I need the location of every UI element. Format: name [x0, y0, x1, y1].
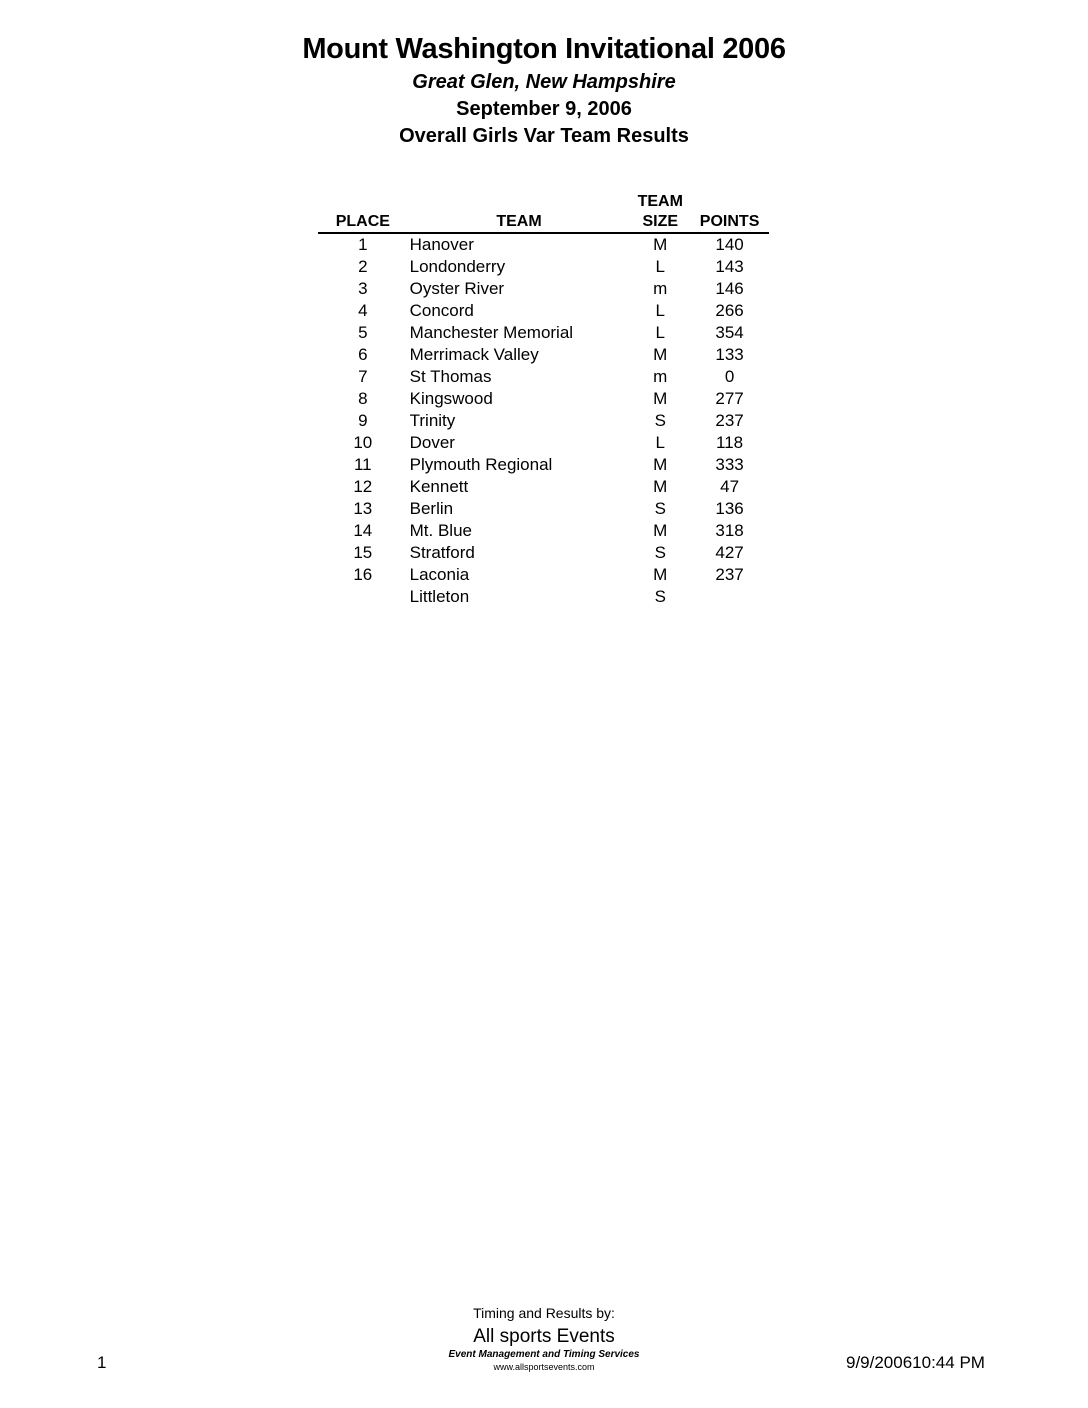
cell-place: 11 — [353, 455, 372, 474]
cell-place: 14 — [353, 521, 373, 540]
cell-points: 277 — [715, 389, 744, 408]
table-header-row — [318, 192, 769, 233]
cell-team: Laconia — [409, 565, 470, 584]
page-number: 1 — [97, 1353, 107, 1372]
table-row — [318, 454, 769, 476]
cell-team: Concord — [409, 301, 474, 320]
cell-points: 354 — [715, 323, 744, 342]
cell-place: 10 — [353, 433, 373, 452]
print-timestamp: 9/9/200610:44 PM — [846, 1353, 985, 1372]
cell-place: 5 — [358, 323, 368, 342]
cell-team-size: L — [655, 433, 665, 452]
cell-team-size: M — [653, 477, 668, 496]
cell-team: Merrimack Valley — [409, 345, 539, 364]
cell-team: St Thomas — [409, 367, 492, 386]
cell-place: 12 — [353, 477, 373, 496]
cell-place — [318, 586, 408, 608]
cell-team: Trinity — [409, 411, 456, 430]
cell-team-size: S — [654, 411, 666, 430]
cell-team-size: L — [655, 301, 665, 320]
cell-team: Kingswood — [409, 389, 493, 408]
cell-points: 266 — [715, 301, 744, 320]
cell-points: 237 — [715, 411, 744, 430]
cell-team-size: L — [655, 323, 665, 342]
table-row — [318, 322, 769, 344]
cell-place: 15 — [353, 543, 373, 562]
cell-place: 16 — [353, 565, 373, 584]
cell-points: 133 — [715, 345, 744, 364]
table-row — [318, 256, 769, 278]
cell-points: 140 — [715, 235, 744, 254]
cell-points: 146 — [715, 279, 744, 298]
cell-team-size: L — [655, 257, 665, 276]
cell-team: Manchester Memorial — [409, 323, 574, 342]
page-title: Mount Washington Invitational 2006 — [302, 33, 786, 65]
cell-team-size: m — [653, 367, 668, 386]
cell-place: 8 — [358, 389, 368, 408]
table-row — [318, 278, 769, 300]
table-row — [318, 520, 769, 542]
cell-place: 4 — [358, 301, 368, 320]
cell-points: 0 — [724, 367, 735, 386]
column-header-place: PLACE — [318, 192, 408, 233]
cell-points: 136 — [715, 499, 744, 518]
cell-points: 237 — [715, 565, 744, 584]
event-location: Great Glen, New Hampshire — [412, 71, 676, 93]
cell-points: 427 — [715, 543, 744, 562]
cell-place: 2 — [358, 257, 368, 276]
cell-team: Londonderry — [409, 257, 506, 276]
company-name: All sports Events — [473, 1326, 615, 1347]
table-row — [318, 542, 769, 564]
table-row — [318, 344, 769, 366]
table-row — [318, 476, 769, 498]
event-date: September 9, 2006 — [456, 98, 632, 120]
cell-team: Hanover — [409, 235, 474, 254]
cell-team: Dover — [409, 433, 455, 452]
table-row — [318, 300, 769, 322]
table-row — [318, 233, 769, 256]
table-row — [318, 586, 769, 608]
cell-points: 318 — [715, 521, 744, 540]
cell-team: Kennett — [409, 477, 469, 496]
cell-points: 47 — [720, 477, 740, 496]
report-header — [0, 30, 1088, 150]
cell-place: 3 — [358, 279, 368, 298]
cell-place: 7 — [358, 367, 368, 386]
company-tagline: Event Management and Timing Services — [448, 1349, 640, 1360]
table-row — [318, 366, 769, 388]
cell-team-size: M — [653, 565, 668, 584]
cell-team-size: M — [653, 455, 668, 474]
column-header-team-size — [630, 192, 690, 233]
cell-team-size: M — [653, 235, 668, 254]
column-header-team: TEAM — [408, 192, 631, 233]
cell-team: Mt. Blue — [409, 521, 472, 540]
cell-team-size: S — [654, 499, 666, 518]
company-website: www.allsportsevents.com — [493, 1362, 595, 1372]
cell-team-size: M — [653, 345, 668, 364]
cell-points: 118 — [716, 433, 744, 452]
table-row — [318, 432, 769, 454]
column-header-points: POINTS — [690, 192, 769, 233]
cell-points: 143 — [715, 257, 744, 276]
cell-place: 13 — [353, 499, 373, 518]
cell-team-size: M — [653, 521, 668, 540]
cell-team-size: S — [654, 543, 666, 562]
cell-team: Plymouth Regional — [409, 455, 553, 474]
cell-team: Oyster River — [409, 279, 505, 298]
cell-team: Berlin — [409, 499, 454, 518]
column-header-team-size-top: TEAM — [637, 193, 683, 210]
timing-by-label: Timing and Results by: — [473, 1305, 615, 1321]
table-body — [318, 233, 769, 608]
report-name: Overall Girls Var Team Results — [399, 125, 689, 147]
table-row — [318, 388, 769, 410]
cell-team: Littleton — [409, 587, 470, 606]
team-results-table — [318, 192, 769, 608]
cell-place: 1 — [358, 235, 368, 254]
cell-team-size: S — [654, 587, 666, 606]
table-row — [318, 410, 769, 432]
table-row — [318, 564, 769, 586]
cell-place: 6 — [358, 345, 368, 364]
cell-place: 9 — [358, 411, 368, 430]
cell-team-size: m — [653, 279, 668, 298]
cell-team-size: M — [653, 389, 668, 408]
cell-points: 333 — [715, 455, 744, 474]
cell-team: Stratford — [409, 543, 475, 562]
column-header-team-size-bottom: SIZE — [642, 213, 679, 230]
cell-points — [690, 586, 769, 608]
table-row — [318, 498, 769, 520]
